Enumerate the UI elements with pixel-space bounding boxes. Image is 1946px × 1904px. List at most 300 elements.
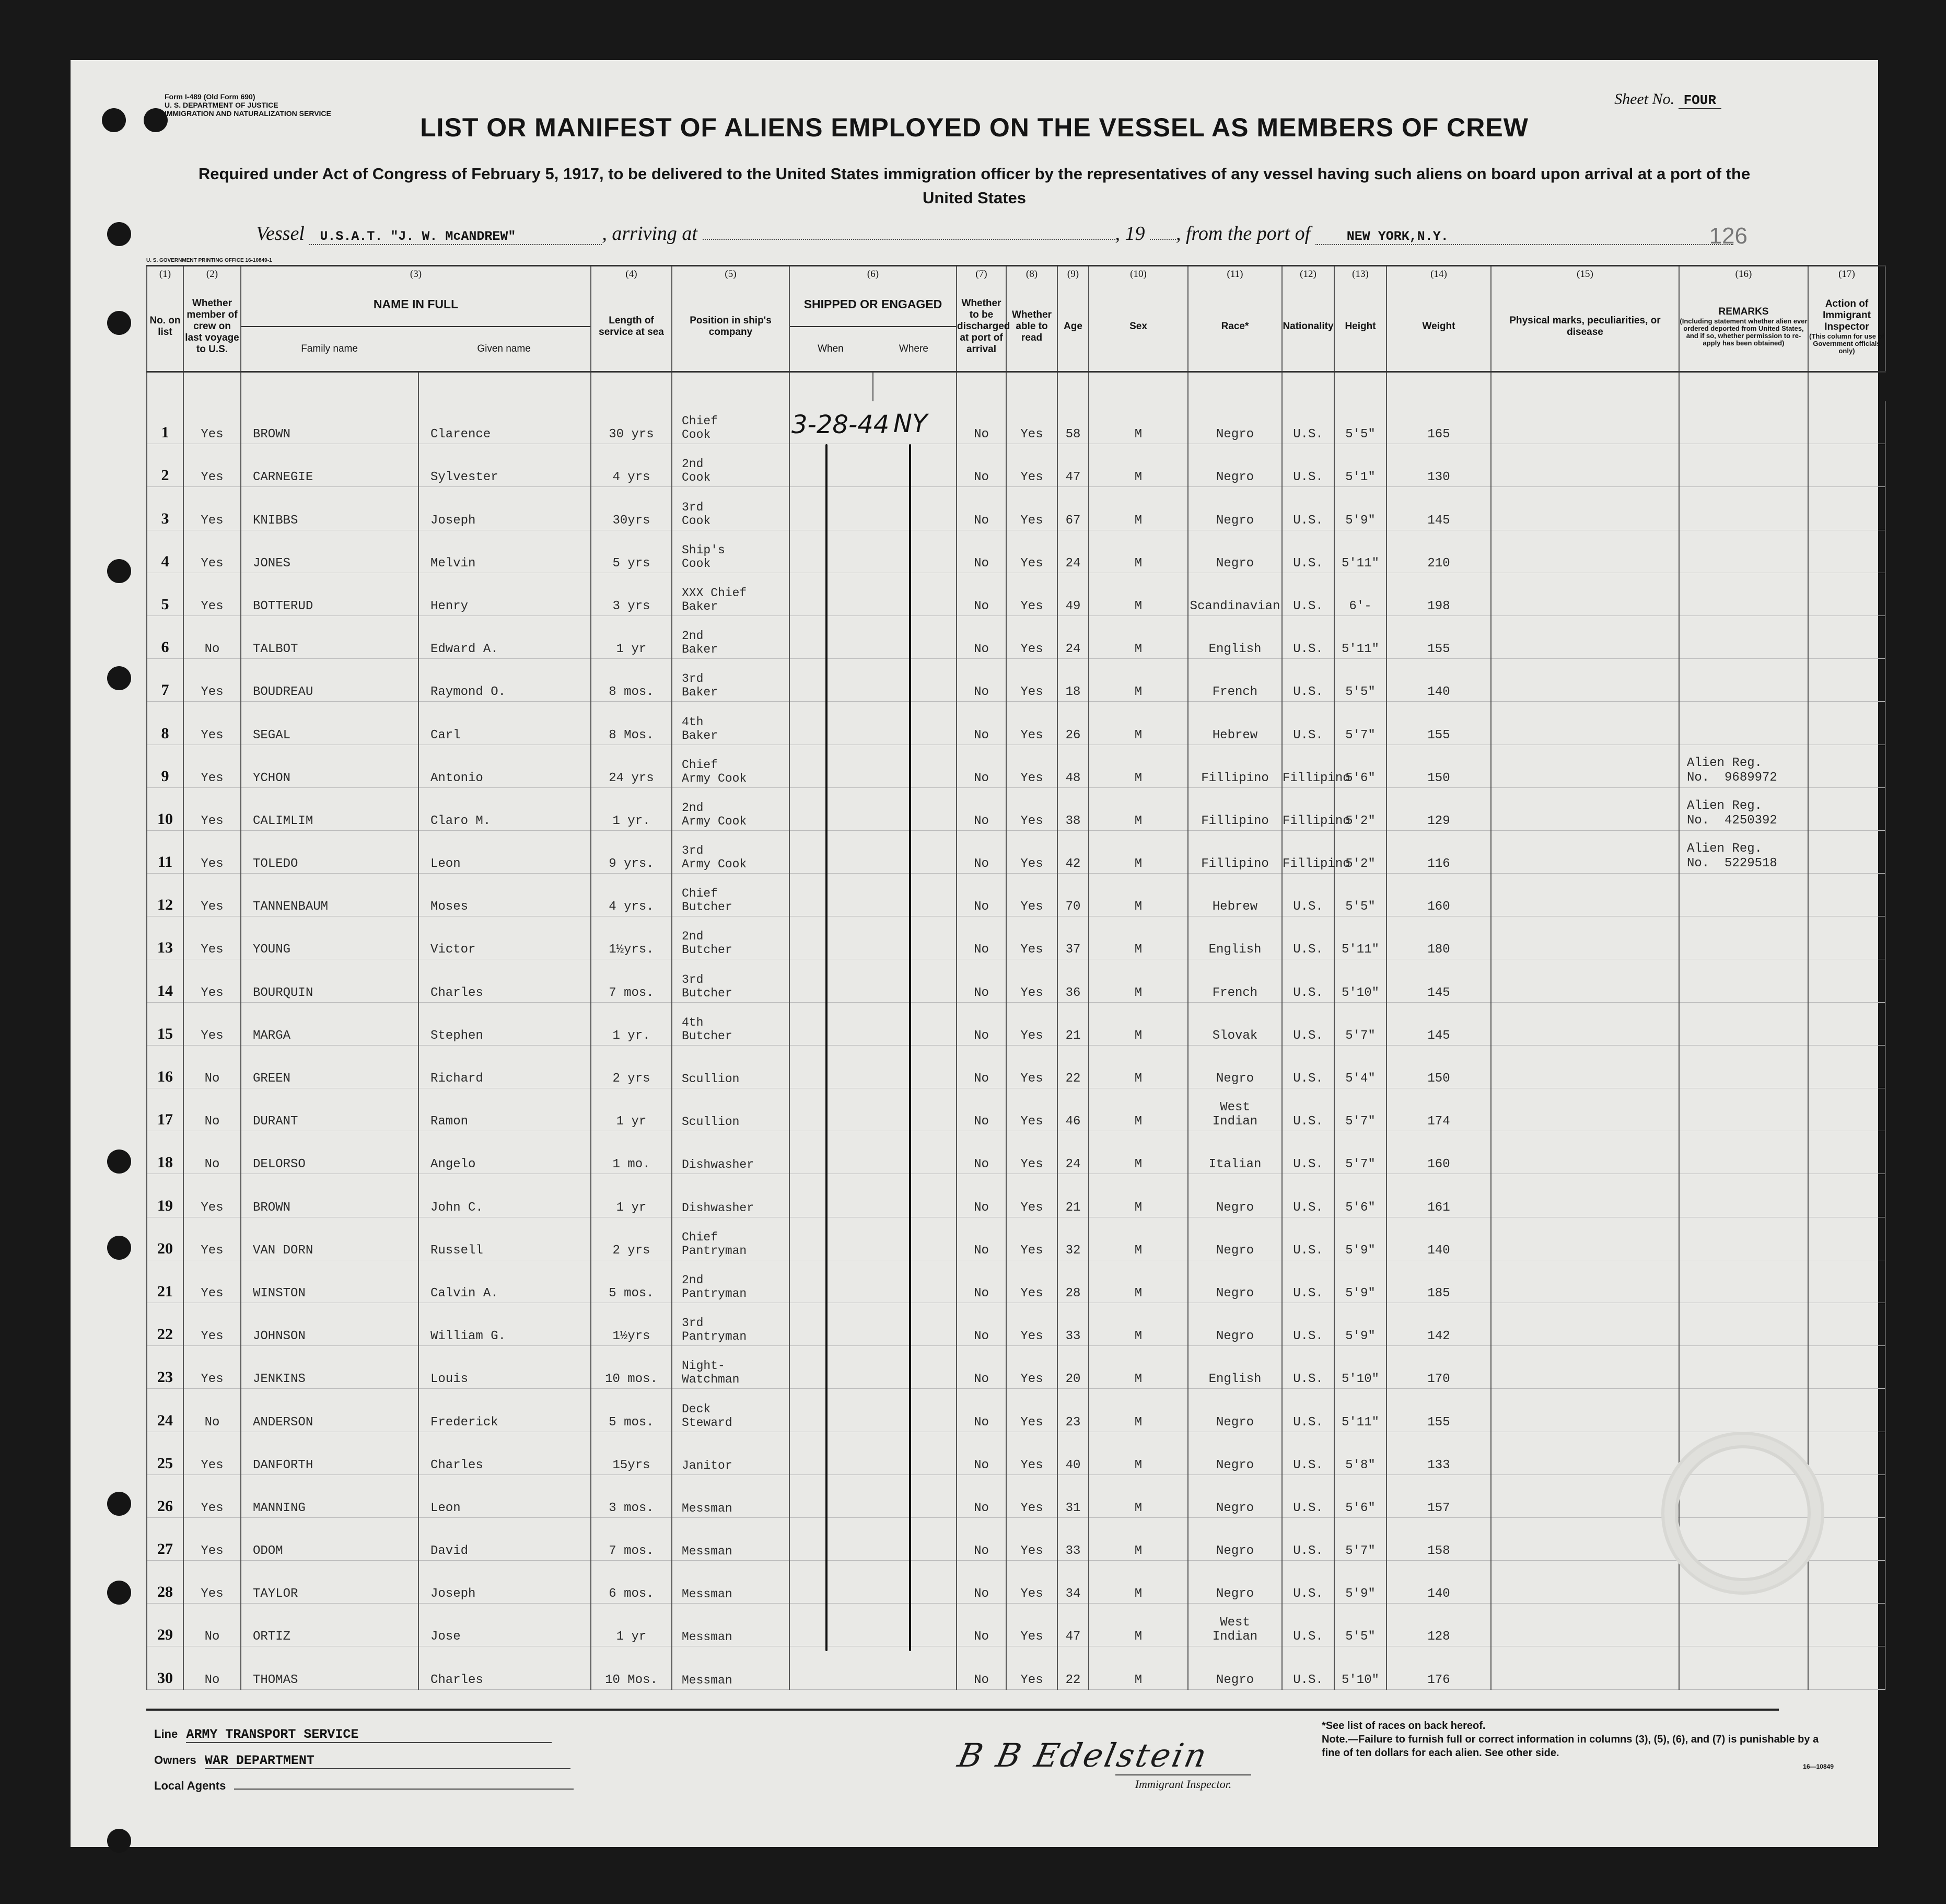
weight: 160 bbox=[1386, 1131, 1491, 1174]
remarks bbox=[1679, 530, 1808, 573]
weight: 128 bbox=[1386, 1604, 1491, 1646]
punch-hole bbox=[107, 559, 131, 583]
family-name: VAN DORN bbox=[241, 1217, 418, 1260]
sex: M bbox=[1089, 1646, 1188, 1689]
punch-hole bbox=[107, 311, 131, 335]
remarks bbox=[1679, 1303, 1808, 1345]
physical-marks bbox=[1491, 1646, 1679, 1689]
physical-marks bbox=[1491, 1475, 1679, 1517]
weight: 155 bbox=[1386, 1389, 1491, 1432]
family-name: BOUDREAU bbox=[241, 659, 418, 702]
inspector-action bbox=[1808, 1561, 1885, 1604]
nationality: U.S. bbox=[1282, 1131, 1334, 1174]
able-to-read: Yes bbox=[1006, 616, 1057, 658]
position: Deck Steward bbox=[672, 1389, 789, 1432]
able-to-read: Yes bbox=[1006, 959, 1057, 1002]
physical-marks bbox=[1491, 1432, 1679, 1475]
header-remarks bbox=[1679, 282, 1808, 372]
position: Dishwasher bbox=[672, 1174, 789, 1217]
discharged: No bbox=[957, 787, 1006, 830]
weight: 150 bbox=[1386, 745, 1491, 787]
height: 5'11" bbox=[1334, 916, 1386, 959]
sex: M bbox=[1089, 1389, 1188, 1432]
remarks bbox=[1679, 1131, 1808, 1174]
discharged: No bbox=[957, 1517, 1006, 1560]
age: 22 bbox=[1057, 1646, 1089, 1689]
member-last-voyage: Yes bbox=[183, 1260, 241, 1303]
owners-value: WAR DEPARTMENT bbox=[205, 1753, 570, 1769]
row-number: 27 bbox=[147, 1517, 183, 1560]
age: 46 bbox=[1057, 1088, 1089, 1131]
able-to-read: Yes bbox=[1006, 1561, 1057, 1604]
discharged: No bbox=[957, 1217, 1006, 1260]
year-label: , 19 bbox=[1115, 223, 1145, 245]
discharged: No bbox=[957, 745, 1006, 787]
length-of-service: 1 yr bbox=[591, 1604, 672, 1646]
physical-marks bbox=[1491, 1604, 1679, 1646]
shipped-when bbox=[789, 702, 957, 745]
header-name-label: NAME IN FULL bbox=[241, 282, 590, 327]
shipped-when bbox=[789, 916, 957, 959]
family-name: JONES bbox=[241, 530, 418, 573]
nationality: U.S. bbox=[1282, 1174, 1334, 1217]
member-last-voyage: Yes bbox=[183, 1561, 241, 1604]
remarks bbox=[1679, 444, 1808, 487]
family-name: JOHNSON bbox=[241, 1303, 418, 1345]
length-of-service: 7 mos. bbox=[591, 1517, 672, 1560]
shipped-when bbox=[789, 659, 957, 702]
age: 33 bbox=[1057, 1303, 1089, 1345]
column-number: (13) bbox=[1334, 266, 1386, 283]
discharged: No bbox=[957, 702, 1006, 745]
inspector-action bbox=[1808, 1088, 1885, 1131]
races-note: *See list of races on back hereof. bbox=[1322, 1720, 1486, 1732]
physical-marks bbox=[1491, 702, 1679, 745]
given-name: Carl bbox=[418, 702, 591, 745]
family-name: DURANT bbox=[241, 1088, 418, 1131]
shipped-when bbox=[789, 1646, 957, 1689]
position: 3rd Butcher bbox=[672, 959, 789, 1002]
shipped-when bbox=[789, 487, 957, 530]
height: 5'7" bbox=[1334, 1131, 1386, 1174]
inspector-action bbox=[1808, 1217, 1885, 1260]
weight: 176 bbox=[1386, 1646, 1491, 1689]
inspector-action bbox=[1808, 659, 1885, 702]
line-label: Line bbox=[154, 1727, 178, 1740]
table-row bbox=[147, 1646, 1885, 1689]
shipped-when bbox=[789, 1217, 957, 1260]
discharged: No bbox=[957, 1002, 1006, 1045]
table-row bbox=[147, 487, 1885, 530]
discharged: No bbox=[957, 1131, 1006, 1174]
column-number: (14) bbox=[1386, 266, 1491, 283]
age: 42 bbox=[1057, 830, 1089, 873]
header-position: Position in ship's company bbox=[672, 282, 789, 372]
header-where: Where bbox=[899, 343, 928, 354]
weight: 160 bbox=[1386, 874, 1491, 916]
arriving-label: , arriving at bbox=[602, 223, 697, 245]
member-last-voyage: Yes bbox=[183, 401, 241, 444]
nationality: U.S. bbox=[1282, 874, 1334, 916]
physical-marks bbox=[1491, 1174, 1679, 1217]
sex: M bbox=[1089, 1303, 1188, 1345]
age: 37 bbox=[1057, 916, 1089, 959]
sex: M bbox=[1089, 1604, 1188, 1646]
column-number: (9) bbox=[1057, 266, 1089, 283]
header-shipped-engaged bbox=[789, 282, 957, 372]
row-number: 29 bbox=[147, 1604, 183, 1646]
physical-marks bbox=[1491, 874, 1679, 916]
arriving-value bbox=[703, 239, 1115, 240]
age: 40 bbox=[1057, 1432, 1089, 1475]
header-action bbox=[1808, 282, 1885, 372]
race: Negro bbox=[1188, 1432, 1282, 1475]
shipped-when bbox=[789, 616, 957, 658]
given-name: William G. bbox=[418, 1303, 591, 1345]
sex: M bbox=[1089, 616, 1188, 658]
handwritten-date: 3-28-44 bbox=[791, 410, 890, 439]
height: 5'5" bbox=[1334, 874, 1386, 916]
shipped-when bbox=[789, 874, 957, 916]
row-number: 22 bbox=[147, 1303, 183, 1345]
weight: 142 bbox=[1386, 1303, 1491, 1345]
member-last-voyage: Yes bbox=[183, 1217, 241, 1260]
physical-marks bbox=[1491, 1045, 1679, 1088]
member-last-voyage: No bbox=[183, 1045, 241, 1088]
length-of-service: 8 mos. bbox=[591, 659, 672, 702]
shipped-when bbox=[789, 787, 957, 830]
remarks bbox=[1679, 1260, 1808, 1303]
given-name: Ramon bbox=[418, 1088, 591, 1131]
remarks bbox=[1679, 959, 1808, 1002]
remarks bbox=[1679, 616, 1808, 658]
race: Negro bbox=[1188, 1174, 1282, 1217]
nationality: U.S. bbox=[1282, 1260, 1334, 1303]
height: 5'5" bbox=[1334, 1604, 1386, 1646]
agents-label: Local Agents bbox=[154, 1779, 226, 1792]
manifest-page bbox=[71, 60, 1884, 1847]
given-name: Stephen bbox=[418, 1002, 591, 1045]
inspector-action bbox=[1808, 1346, 1885, 1389]
footer-note bbox=[1322, 1719, 1834, 1773]
family-name: TAYLOR bbox=[241, 1561, 418, 1604]
discharged: No bbox=[957, 1646, 1006, 1689]
age: 47 bbox=[1057, 444, 1089, 487]
inspector-action bbox=[1808, 745, 1885, 787]
inspector-signature: B B Edelstein bbox=[954, 1736, 1212, 1774]
member-last-voyage: No bbox=[183, 1646, 241, 1689]
family-name: BOURQUIN bbox=[241, 959, 418, 1002]
row-number: 15 bbox=[147, 1002, 183, 1045]
row-number: 8 bbox=[147, 702, 183, 745]
header-length-service: Length of service at sea bbox=[591, 282, 672, 372]
family-name: MANNING bbox=[241, 1475, 418, 1517]
position: Messman bbox=[672, 1475, 789, 1517]
race: Negro bbox=[1188, 401, 1282, 444]
weight: 150 bbox=[1386, 1045, 1491, 1088]
row-number: 23 bbox=[147, 1346, 183, 1389]
punch-hole bbox=[107, 1829, 131, 1853]
table-row bbox=[147, 573, 1885, 616]
age: 24 bbox=[1057, 1131, 1089, 1174]
member-last-voyage: Yes bbox=[183, 1346, 241, 1389]
race: West Indian bbox=[1188, 1604, 1282, 1646]
discharged: No bbox=[957, 487, 1006, 530]
age: 58 bbox=[1057, 401, 1089, 444]
page-title: LIST OR MANIFEST OF ALIENS EMPLOYED ON THE VESSEL AS MEMBERS OF CREW bbox=[420, 113, 1529, 142]
position: 2nd Cook bbox=[672, 444, 789, 487]
family-name: ORTIZ bbox=[241, 1604, 418, 1646]
shipped-when bbox=[789, 1088, 957, 1131]
sex: M bbox=[1089, 745, 1188, 787]
remarks bbox=[1679, 659, 1808, 702]
nationality: U.S. bbox=[1282, 1517, 1334, 1560]
given-name: Leon bbox=[418, 830, 591, 873]
column-number: (4) bbox=[591, 266, 672, 283]
header-action-note: (This column for use of Government officials only) bbox=[1809, 332, 1884, 355]
shipped-when bbox=[789, 1174, 957, 1217]
member-last-voyage: Yes bbox=[183, 1517, 241, 1560]
footer-agents bbox=[154, 1779, 574, 1793]
header-discharged: Whether to be discharged at port of arrival bbox=[957, 282, 1006, 372]
footer-owners bbox=[154, 1753, 570, 1769]
length-of-service: 10 Mos. bbox=[591, 1646, 672, 1689]
inspector-action bbox=[1808, 1002, 1885, 1045]
inspector-action bbox=[1808, 1131, 1885, 1174]
discharged: No bbox=[957, 830, 1006, 873]
height: 5'7" bbox=[1334, 702, 1386, 745]
row-number: 6 bbox=[147, 616, 183, 658]
table-row bbox=[147, 702, 1885, 745]
height: 5'9" bbox=[1334, 1303, 1386, 1345]
physical-marks bbox=[1491, 1561, 1679, 1604]
race: Scandinavian bbox=[1188, 573, 1282, 616]
sex: M bbox=[1089, 874, 1188, 916]
shipped-when bbox=[789, 1561, 957, 1604]
race: French bbox=[1188, 659, 1282, 702]
age: 31 bbox=[1057, 1475, 1089, 1517]
remarks bbox=[1679, 1088, 1808, 1131]
row-number: 3 bbox=[147, 487, 183, 530]
age: 22 bbox=[1057, 1045, 1089, 1088]
row-number: 24 bbox=[147, 1389, 183, 1432]
table-row bbox=[147, 1002, 1885, 1045]
member-last-voyage: No bbox=[183, 1389, 241, 1432]
shipped-when bbox=[789, 830, 957, 873]
table-row bbox=[147, 401, 1885, 444]
position: Night- Watchman bbox=[672, 1346, 789, 1389]
weight: 133 bbox=[1386, 1432, 1491, 1475]
nationality: U.S. bbox=[1282, 1604, 1334, 1646]
able-to-read: Yes bbox=[1006, 1346, 1057, 1389]
member-last-voyage: Yes bbox=[183, 959, 241, 1002]
family-name: TALBOT bbox=[241, 616, 418, 658]
family-name: TANNENBAUM bbox=[241, 874, 418, 916]
able-to-read: Yes bbox=[1006, 1045, 1057, 1088]
weight: 198 bbox=[1386, 573, 1491, 616]
length-of-service: 5 mos. bbox=[591, 1260, 672, 1303]
weight: 145 bbox=[1386, 487, 1491, 530]
weight: 140 bbox=[1386, 1217, 1491, 1260]
age: 34 bbox=[1057, 1561, 1089, 1604]
row-number: 13 bbox=[147, 916, 183, 959]
member-last-voyage: Yes bbox=[183, 444, 241, 487]
printing-office-line: U. S. GOVERNMENT PRINTING OFFICE 16-10849-1 bbox=[146, 258, 272, 263]
sheet-value: FOUR bbox=[1679, 92, 1721, 109]
header-no-on-list: No. on list bbox=[147, 282, 183, 372]
header-remarks-note: (Including statement whether alien ever ordered deported from United States, and if so, whether permission to re-apply has been obtained) bbox=[1680, 317, 1808, 347]
height: 5'5" bbox=[1334, 401, 1386, 444]
able-to-read: Yes bbox=[1006, 1475, 1057, 1517]
inspector-action bbox=[1808, 1045, 1885, 1088]
row-number: 5 bbox=[147, 573, 183, 616]
sex: M bbox=[1089, 959, 1188, 1002]
weight: 129 bbox=[1386, 787, 1491, 830]
able-to-read: Yes bbox=[1006, 1217, 1057, 1260]
member-last-voyage: No bbox=[183, 1604, 241, 1646]
able-to-read: Yes bbox=[1006, 830, 1057, 873]
able-to-read: Yes bbox=[1006, 745, 1057, 787]
header-when: When bbox=[818, 343, 844, 354]
able-to-read: Yes bbox=[1006, 530, 1057, 573]
header-remarks-label: REMARKS bbox=[1718, 306, 1769, 317]
race: English bbox=[1188, 1346, 1282, 1389]
inspector-action bbox=[1808, 1174, 1885, 1217]
nationality: Fillipino bbox=[1282, 745, 1334, 787]
nationality: U.S. bbox=[1282, 1217, 1334, 1260]
table-row bbox=[147, 1604, 1885, 1646]
length-of-service: 1 yr. bbox=[591, 787, 672, 830]
inspector-action bbox=[1808, 1604, 1885, 1646]
table-row bbox=[147, 530, 1885, 573]
inspector-action bbox=[1808, 616, 1885, 658]
nationality: U.S. bbox=[1282, 530, 1334, 573]
physical-marks bbox=[1491, 487, 1679, 530]
family-name: BROWN bbox=[241, 401, 418, 444]
inspector-action bbox=[1808, 1303, 1885, 1345]
physical-marks bbox=[1491, 573, 1679, 616]
column-number: (2) bbox=[183, 266, 241, 283]
inspector-action bbox=[1808, 573, 1885, 616]
header-able-to-read: Whether able to read bbox=[1006, 282, 1057, 372]
sex: M bbox=[1089, 1432, 1188, 1475]
given-name: Leon bbox=[418, 1475, 591, 1517]
sheet-number bbox=[1614, 90, 1721, 108]
able-to-read: Yes bbox=[1006, 487, 1057, 530]
length-of-service: 1 yr bbox=[591, 1088, 672, 1131]
row-number: 16 bbox=[147, 1045, 183, 1088]
race: Negro bbox=[1188, 1646, 1282, 1689]
physical-marks bbox=[1491, 401, 1679, 444]
weight: 145 bbox=[1386, 959, 1491, 1002]
family-name: MARGA bbox=[241, 1002, 418, 1045]
year-value bbox=[1150, 239, 1176, 240]
length-of-service: 24 yrs bbox=[591, 745, 672, 787]
sex: M bbox=[1089, 1088, 1188, 1131]
nationality: U.S. bbox=[1282, 616, 1334, 658]
column-number: (3) bbox=[241, 266, 591, 283]
member-last-voyage: No bbox=[183, 616, 241, 658]
nationality: U.S. bbox=[1282, 916, 1334, 959]
column-number: (17) bbox=[1808, 266, 1885, 283]
physical-marks bbox=[1491, 1346, 1679, 1389]
height: 5'2" bbox=[1334, 830, 1386, 873]
physical-marks bbox=[1491, 659, 1679, 702]
family-name: BROWN bbox=[241, 1174, 418, 1217]
shipped-when bbox=[789, 530, 957, 573]
inspector-action bbox=[1808, 959, 1885, 1002]
remarks bbox=[1679, 702, 1808, 745]
inspector-label: Immigrant Inspector. bbox=[1115, 1774, 1251, 1791]
discharged: No bbox=[957, 959, 1006, 1002]
race: Negro bbox=[1188, 1303, 1282, 1345]
row-number: 14 bbox=[147, 959, 183, 1002]
remarks bbox=[1679, 1045, 1808, 1088]
physical-marks bbox=[1491, 745, 1679, 787]
shipped-when bbox=[789, 573, 957, 616]
age: 33 bbox=[1057, 1517, 1089, 1560]
length-of-service: 1 yr bbox=[591, 616, 672, 658]
handwritten-port: NY bbox=[893, 409, 928, 438]
age: 49 bbox=[1057, 573, 1089, 616]
nationality: U.S. bbox=[1282, 1561, 1334, 1604]
sex: M bbox=[1089, 1217, 1188, 1260]
remarks bbox=[1679, 916, 1808, 959]
table-row bbox=[147, 1174, 1885, 1217]
height: 5'11" bbox=[1334, 530, 1386, 573]
sex: M bbox=[1089, 573, 1188, 616]
position: Janitor bbox=[672, 1432, 789, 1475]
position: 2nd Pantryman bbox=[672, 1260, 789, 1303]
length-of-service: 1 mo. bbox=[591, 1131, 672, 1174]
race: Negro bbox=[1188, 1260, 1282, 1303]
nationality: U.S. bbox=[1282, 1002, 1334, 1045]
race: Slovak bbox=[1188, 1002, 1282, 1045]
weight: 130 bbox=[1386, 444, 1491, 487]
height: 5'1" bbox=[1334, 444, 1386, 487]
nationality: U.S. bbox=[1282, 659, 1334, 702]
able-to-read: Yes bbox=[1006, 1389, 1057, 1432]
column-number: (7) bbox=[957, 266, 1006, 283]
shipped-when bbox=[789, 1303, 957, 1345]
discharged: No bbox=[957, 916, 1006, 959]
remarks bbox=[1679, 1002, 1808, 1045]
position: XXX Chief Baker bbox=[672, 573, 789, 616]
age: 67 bbox=[1057, 487, 1089, 530]
given-name: John C. bbox=[418, 1174, 591, 1217]
table-row bbox=[147, 659, 1885, 702]
member-last-voyage: Yes bbox=[183, 702, 241, 745]
shipped-when bbox=[789, 1475, 957, 1517]
header-name-in-full bbox=[241, 282, 591, 372]
position: 3rd Pantryman bbox=[672, 1303, 789, 1345]
shipped-when bbox=[789, 1604, 957, 1646]
weight: 158 bbox=[1386, 1517, 1491, 1560]
header-physical-marks: Physical marks, peculiarities, or disease bbox=[1491, 282, 1679, 372]
header-family-name: Family name bbox=[301, 343, 358, 354]
table-row bbox=[147, 1561, 1885, 1604]
length-of-service: 2 yrs bbox=[591, 1045, 672, 1088]
position: Chief Army Cook bbox=[672, 745, 789, 787]
able-to-read: Yes bbox=[1006, 1088, 1057, 1131]
vessel-line bbox=[256, 222, 1733, 245]
position: Chief Butcher bbox=[672, 874, 789, 916]
sex: M bbox=[1089, 1174, 1188, 1217]
weight: 140 bbox=[1386, 1561, 1491, 1604]
table-row bbox=[147, 1432, 1885, 1475]
nationality: U.S. bbox=[1282, 1346, 1334, 1389]
age: 24 bbox=[1057, 530, 1089, 573]
